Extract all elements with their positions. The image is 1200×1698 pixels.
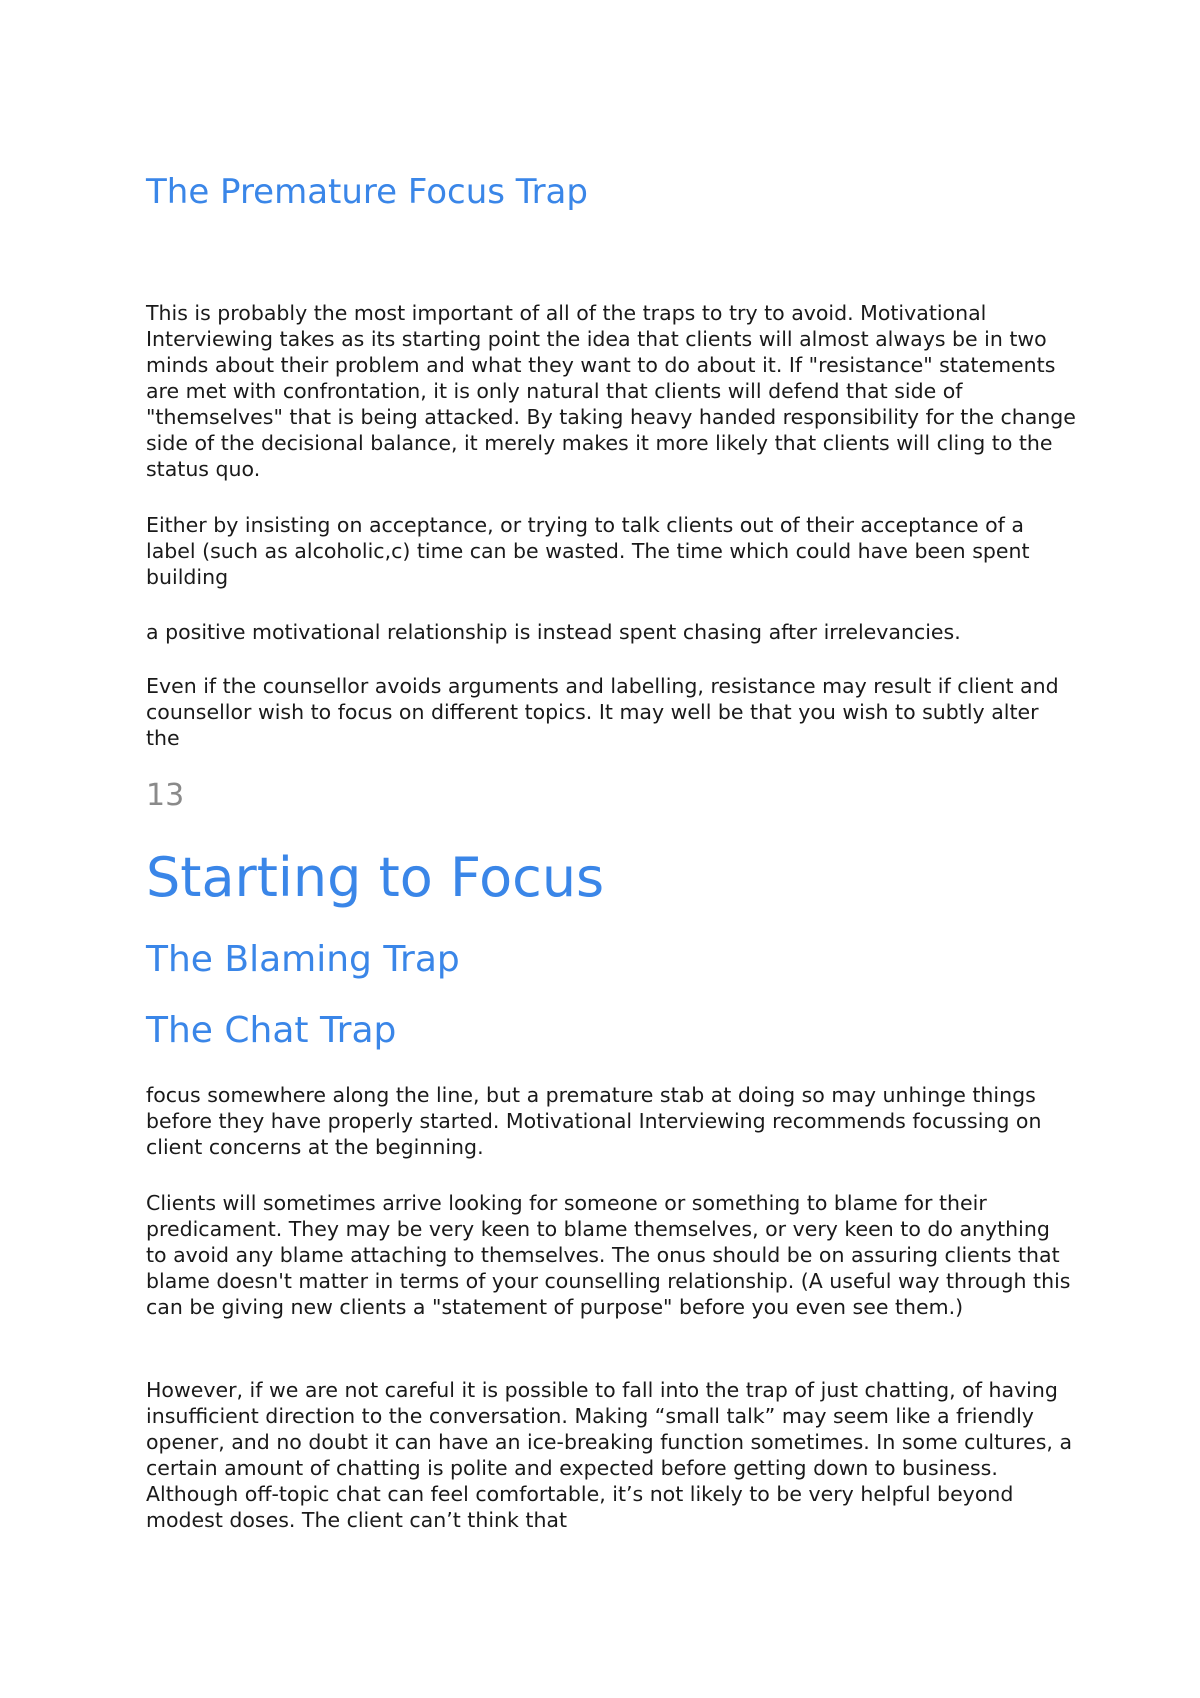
paragraph-3: a positive motivational relationship is instead spent chasing after irrelevancies. — [146, 620, 961, 644]
heading-blaming-trap: The Blaming Trap — [146, 939, 460, 980]
paragraph-5: focus somewhere along the line, but a premature stab at doing so may unhinge things before they have properly started. Motivational Interviewing recommends focussing on client concerns at the beginning. — [146, 1083, 1042, 1159]
paragraph-4: Even if the counsellor avoids arguments and labelling, resistance may result if client and counsellor wish to focus on different topics. It may well be that you wish to subtly alter the — [146, 674, 1059, 750]
paragraph-2: Either by insisting on acceptance, or trying to talk clients out of their acceptance of a label (such as alcoholic,c) time can be wasted. The time which could have been spent building — [146, 513, 1030, 589]
heading-chat-trap: The Chat Trap — [146, 1010, 397, 1051]
paragraph-7: However, if we are not careful it is possible to fall into the trap of just chatting, of having insufficient direction to the conversation. Making “small talk” may seem like a friendly opener, and no doubt it can have an ice-breaking function sometimes. In some cultures, a certain amount of chatting is polite and expected before getting down to business. Although off-topic chat can feel comfortable, it’s not likely to be very helpful beyond modest doses. The client can’t think that — [146, 1378, 1073, 1532]
heading-starting-to-focus: Starting to Focus — [146, 846, 605, 909]
heading-premature-focus-trap: The Premature Focus Trap — [146, 172, 588, 212]
paragraph-1: This is probably the most important of all of the traps to try to avoid. Motivational Interviewing takes as its starting point the idea that clients will almost always be in two minds about their problem and what they want to do about it. If "resistance" statements are met with confrontation, it is only natural that clients will defend that side of "themselves" that is being attacked. By taking heavy handed responsibility for the change side of the decisional balance, it merely makes it more likely that clients will cling to the status quo. — [146, 301, 1076, 481]
paragraph-6: Clients will sometimes arrive looking for someone or something to blame for their predicament. They may be very keen to blame themselves, or very keen to do anything to avoid any blame attaching to themselves. The onus should be on assuring clients that blame doesn't matter in terms of your counselling relationship. (A useful way through this can be giving new clients a "statement of purpose" before you even see them.) — [146, 1191, 1071, 1319]
page-number: 13 — [146, 778, 185, 813]
